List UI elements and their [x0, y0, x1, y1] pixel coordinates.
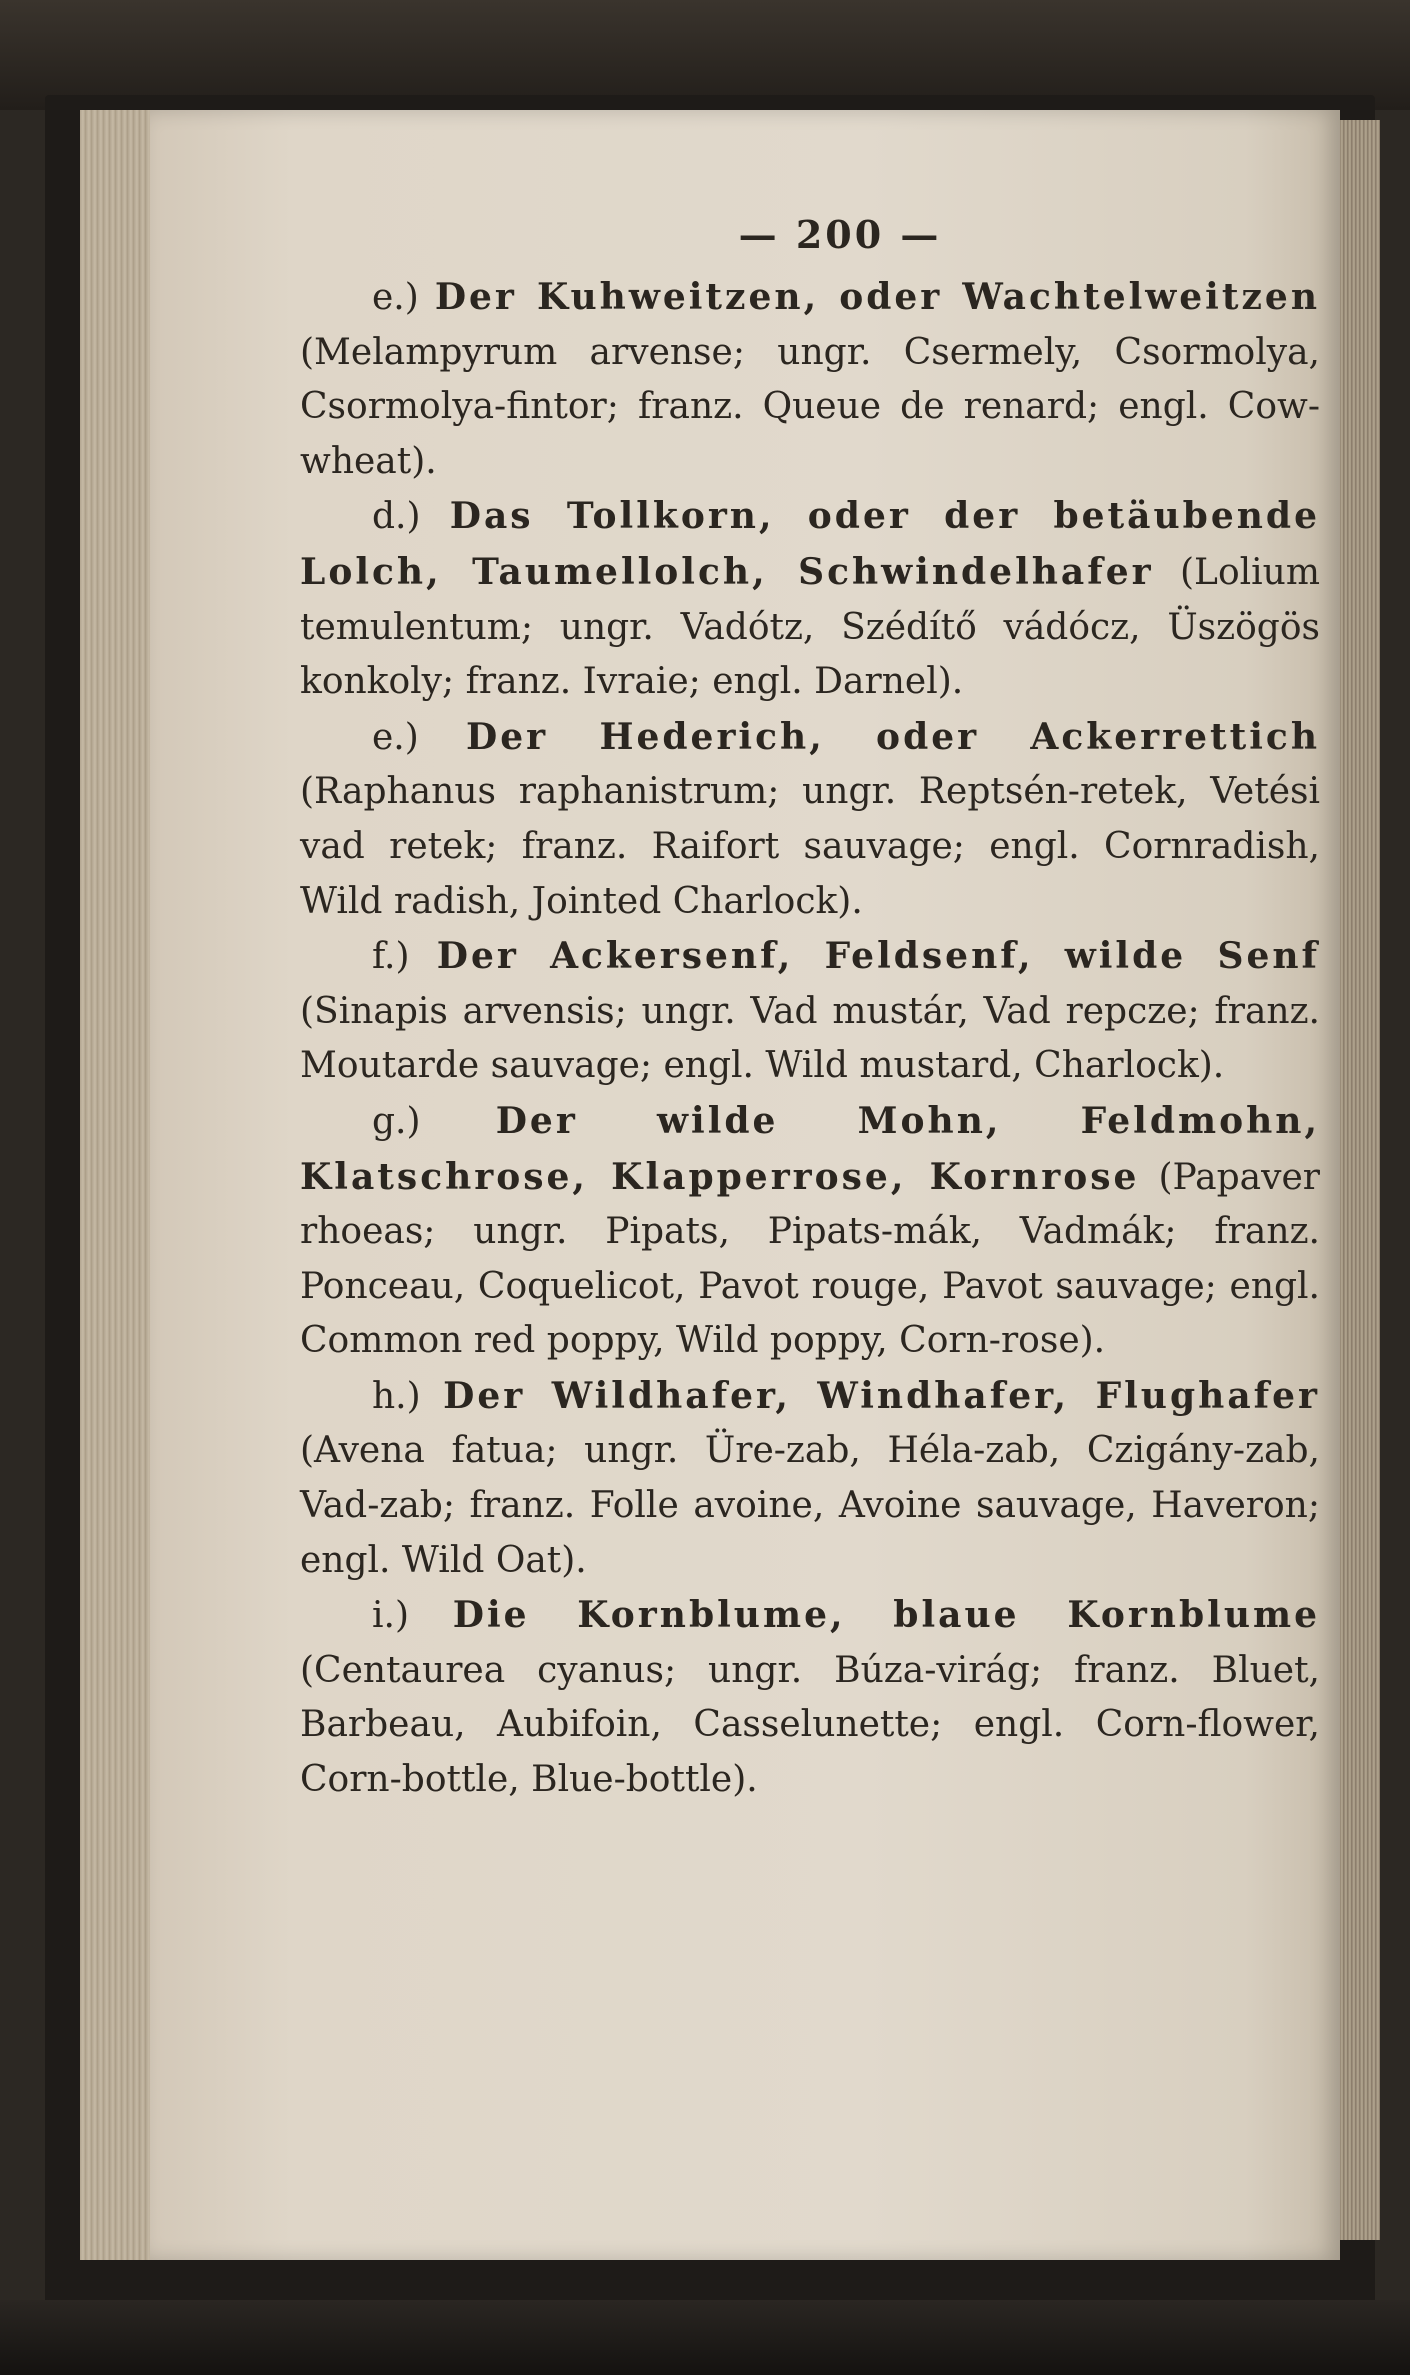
entry-names-other: (Centaurea cyanus; ungr. Búza-virág; franz. Bluet, Barbeau, Aubifoin, Casselunette; engl. Corn-flower, Corn-bottle, Blue-bottle).	[300, 1649, 1320, 1801]
entry-letter: e.)	[372, 716, 419, 758]
entry-e-hederich	[300, 710, 1320, 929]
entry-g-mohn	[300, 1094, 1320, 1369]
entry-names-other: (Lolium temulentum; ungr. Vadótz, Szédítő vádócz, Üszögös konkoly; franz. Ivraie; engl. Darnel).	[300, 551, 1320, 703]
entry-german-names: Der Hederich, oder Ackerrettich	[466, 715, 1320, 758]
entry-german-names: Der Kuhweitzen, oder Wachtelweitzen	[434, 276, 1320, 318]
entry-names-other: (Avena fatua; ungr. Üre-zab, Héla-zab, Czigány-zab, Vad-zab; franz. Folle avoine, Avoine sauvage, Haveron; engl. Wild Oat).	[300, 1430, 1320, 1581]
entry-e-kuhweitzen	[300, 270, 1320, 489]
entry-i-kornblume	[300, 1588, 1320, 1807]
entry-f-ackersenf	[300, 929, 1320, 1094]
page-stack-right	[1340, 120, 1380, 2240]
page-text	[300, 212, 1320, 1808]
entry-names-other: (Raphanus raphanistrum; ungr. Reptsén-retek, Vetési vad retek; franz. Raifort sauvage; engl. Cornradish, Wild radish, Jointed Charlock).	[300, 771, 1320, 922]
entry-names-other: (Sinapis arvensis; ungr. Vad mustár, Vad repcze; franz. Moutarde sauvage; engl. Wild mustard, Charlock).	[300, 990, 1320, 1087]
entry-d-tollkorn	[300, 489, 1320, 709]
entry-names-other: (Melampyrum arvense; ungr. Csermely, Csormolya, Csormolya-fintor; franz. Queue de renard; engl. Cow-wheat).	[300, 331, 1320, 482]
page-number: — 200 —	[738, 212, 942, 257]
entry-letter: d.)	[372, 496, 421, 538]
entry-letter: h.)	[372, 1375, 421, 1417]
entry-letter: i.)	[372, 1595, 410, 1637]
entry-german-names: Die Kornblume, blaue Kornblume	[452, 1594, 1320, 1637]
background-top	[0, 0, 1410, 110]
entry-letter: e.)	[372, 277, 419, 318]
entry-names-other: (Papaver rhoeas; ungr. Pipats, Pipats-mák, Vadmák; franz. Ponceau, Coquelicot, Pavot rouge, Pavot sauvage; engl. Common red poppy, Wild poppy, Corn-rose).	[300, 1156, 1320, 1362]
entry-german-names: Der wilde Mohn, Feldmohn, Klatschrose, Klapperrose, Kornrose	[300, 1099, 1320, 1198]
entry-german-names: Der Ackersenf, Feldsenf, wilde Senf	[436, 935, 1321, 978]
entry-letter: g.)	[372, 1100, 421, 1142]
entry-letter: f.)	[372, 936, 410, 978]
entry-german-names: Das Tollkorn, oder der betäubende Lolch, Taumellolch, Schwindelhafer	[300, 495, 1320, 593]
background-bottom	[0, 2300, 1410, 2375]
entry-german-names: Der Wildhafer, Windhafer, Flughafer	[443, 1374, 1320, 1417]
entry-h-wildhafer	[300, 1369, 1320, 1588]
